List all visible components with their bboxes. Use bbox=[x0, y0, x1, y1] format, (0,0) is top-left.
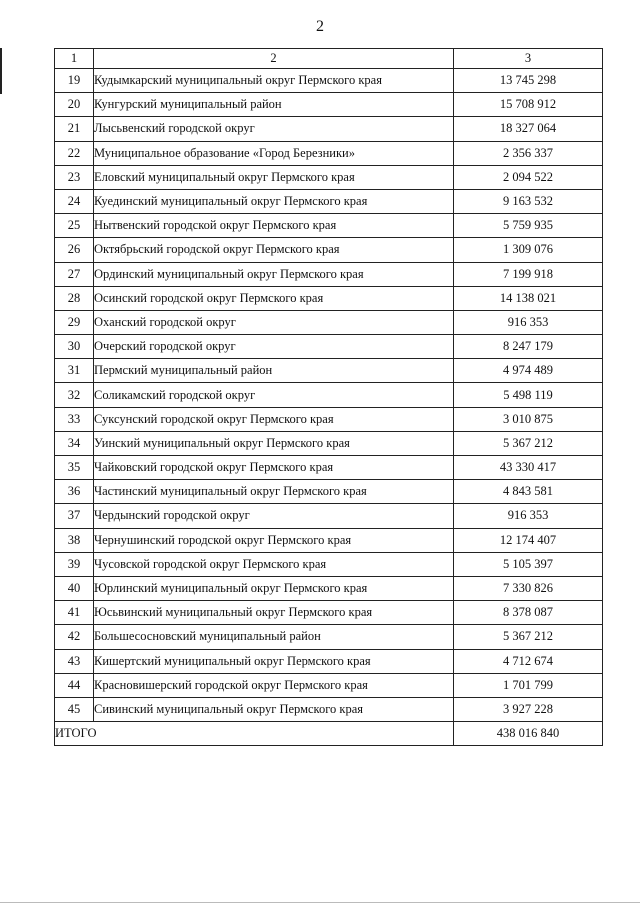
table-row bbox=[55, 310, 603, 334]
allocation-amount: 8 247 179 bbox=[454, 335, 603, 359]
municipality-name: Очерский городской округ bbox=[94, 335, 454, 359]
allocation-amount: 1 701 799 bbox=[454, 673, 603, 697]
municipality-name: Пермский муниципальный район bbox=[94, 359, 454, 383]
municipality-name: Сивинский муниципальный округ Пермского края bbox=[94, 697, 454, 721]
table-row bbox=[55, 117, 603, 141]
allocation-amount: 7 330 826 bbox=[454, 576, 603, 600]
table-row bbox=[55, 576, 603, 600]
allocation-amount: 13 745 298 bbox=[454, 69, 603, 93]
municipality-name: Нытвенский городской округ Пермского края bbox=[94, 214, 454, 238]
row-number: 36 bbox=[55, 480, 94, 504]
row-number: 25 bbox=[55, 214, 94, 238]
municipality-name: Кунгурский муниципальный район bbox=[94, 93, 454, 117]
allocation-amount: 5 367 212 bbox=[454, 625, 603, 649]
row-number: 31 bbox=[55, 359, 94, 383]
municipality-name: Юсьвинский муниципальный округ Пермского края bbox=[94, 601, 454, 625]
table-row bbox=[55, 286, 603, 310]
municipality-name: Юрлинский муниципальный округ Пермского края bbox=[94, 576, 454, 600]
row-number: 30 bbox=[55, 335, 94, 359]
table-row bbox=[55, 456, 603, 480]
municipality-name: Еловский муниципальный округ Пермского края bbox=[94, 165, 454, 189]
total-amount: 438 016 840 bbox=[454, 722, 603, 746]
table-row bbox=[55, 697, 603, 721]
row-number: 24 bbox=[55, 189, 94, 213]
row-number: 22 bbox=[55, 141, 94, 165]
municipality-name: Осинский городской округ Пермского края bbox=[94, 286, 454, 310]
municipality-name: Кудымкарский муниципальный округ Пермского края bbox=[94, 69, 454, 93]
municipality-name: Ординский муниципальный округ Пермского края bbox=[94, 262, 454, 286]
row-number: 42 bbox=[55, 625, 94, 649]
allocation-amount: 5 105 397 bbox=[454, 552, 603, 576]
allocation-amount: 4 843 581 bbox=[454, 480, 603, 504]
row-number: 40 bbox=[55, 576, 94, 600]
municipality-name: Чайковский городской округ Пермского края bbox=[94, 456, 454, 480]
allocation-amount: 3 010 875 bbox=[454, 407, 603, 431]
table-row bbox=[55, 141, 603, 165]
municipality-name: Муниципальное образование «Город Березники» bbox=[94, 141, 454, 165]
allocation-amount: 916 353 bbox=[454, 504, 603, 528]
municipality-name: Куединский муниципальный округ Пермского края bbox=[94, 189, 454, 213]
allocation-amount: 916 353 bbox=[454, 310, 603, 334]
allocation-amount: 8 378 087 bbox=[454, 601, 603, 625]
total-label: ИТОГО bbox=[55, 722, 454, 746]
table-row bbox=[55, 625, 603, 649]
table-row bbox=[55, 649, 603, 673]
table-row bbox=[55, 69, 603, 93]
row-number: 29 bbox=[55, 310, 94, 334]
column-header-amount: 3 bbox=[454, 49, 603, 69]
row-number: 38 bbox=[55, 528, 94, 552]
table-row bbox=[55, 673, 603, 697]
municipality-name: Уинский муниципальный округ Пермского края bbox=[94, 431, 454, 455]
allocation-amount: 12 174 407 bbox=[454, 528, 603, 552]
row-number: 45 bbox=[55, 697, 94, 721]
row-number: 23 bbox=[55, 165, 94, 189]
table-row bbox=[55, 552, 603, 576]
municipality-name: Частинский муниципальный округ Пермского края bbox=[94, 480, 454, 504]
allocation-amount: 5 367 212 bbox=[454, 431, 603, 455]
allocation-table bbox=[54, 48, 603, 746]
allocation-amount: 4 974 489 bbox=[454, 359, 603, 383]
allocation-amount: 5 759 935 bbox=[454, 214, 603, 238]
municipality-name: Красновишерский городской округ Пермского края bbox=[94, 673, 454, 697]
allocation-amount: 3 927 228 bbox=[454, 697, 603, 721]
row-number: 43 bbox=[55, 649, 94, 673]
row-number: 33 bbox=[55, 407, 94, 431]
column-header-name: 2 bbox=[94, 49, 454, 69]
row-number: 32 bbox=[55, 383, 94, 407]
municipality-name: Кишертский муниципальный округ Пермского края bbox=[94, 649, 454, 673]
total-row bbox=[55, 722, 603, 746]
margin-mark bbox=[0, 48, 2, 94]
allocation-amount: 18 327 064 bbox=[454, 117, 603, 141]
table-row bbox=[55, 189, 603, 213]
row-number: 35 bbox=[55, 456, 94, 480]
column-header-number: 1 bbox=[55, 49, 94, 69]
table-row bbox=[55, 335, 603, 359]
municipality-name: Оханский городской округ bbox=[94, 310, 454, 334]
municipality-name: Суксунский городской округ Пермского края bbox=[94, 407, 454, 431]
table-row bbox=[55, 359, 603, 383]
municipality-name: Соликамский городской округ bbox=[94, 383, 454, 407]
allocation-amount: 43 330 417 bbox=[454, 456, 603, 480]
row-number: 39 bbox=[55, 552, 94, 576]
row-number: 28 bbox=[55, 286, 94, 310]
table-body bbox=[55, 49, 603, 746]
allocation-amount: 4 712 674 bbox=[454, 649, 603, 673]
municipality-name: Лысьвенский городской округ bbox=[94, 117, 454, 141]
allocation-amount: 9 163 532 bbox=[454, 189, 603, 213]
row-number: 44 bbox=[55, 673, 94, 697]
allocation-amount: 7 199 918 bbox=[454, 262, 603, 286]
table-header-row bbox=[55, 49, 603, 69]
allocation-amount: 2 356 337 bbox=[454, 141, 603, 165]
municipality-name: Чердынский городской округ bbox=[94, 504, 454, 528]
row-number: 27 bbox=[55, 262, 94, 286]
allocation-amount: 14 138 021 bbox=[454, 286, 603, 310]
row-number: 34 bbox=[55, 431, 94, 455]
municipality-name: Большесосновский муниципальный район bbox=[94, 625, 454, 649]
row-number: 21 bbox=[55, 117, 94, 141]
table-row bbox=[55, 601, 603, 625]
page-edge-line bbox=[0, 902, 640, 903]
table-row bbox=[55, 93, 603, 117]
table-row bbox=[55, 407, 603, 431]
table-row bbox=[55, 431, 603, 455]
table-row bbox=[55, 383, 603, 407]
row-number: 19 bbox=[55, 69, 94, 93]
table-row bbox=[55, 528, 603, 552]
municipality-name: Октябрьский городской округ Пермского края bbox=[94, 238, 454, 262]
allocation-amount: 5 498 119 bbox=[454, 383, 603, 407]
table-row bbox=[55, 214, 603, 238]
allocation-amount: 15 708 912 bbox=[454, 93, 603, 117]
row-number: 20 bbox=[55, 93, 94, 117]
table-row bbox=[55, 262, 603, 286]
row-number: 37 bbox=[55, 504, 94, 528]
row-number: 41 bbox=[55, 601, 94, 625]
table-row bbox=[55, 238, 603, 262]
row-number: 26 bbox=[55, 238, 94, 262]
municipality-name: Чусовской городской округ Пермского края bbox=[94, 552, 454, 576]
table-row bbox=[55, 504, 603, 528]
allocation-amount: 2 094 522 bbox=[454, 165, 603, 189]
allocation-amount: 1 309 076 bbox=[454, 238, 603, 262]
table-row bbox=[55, 480, 603, 504]
table-row bbox=[55, 165, 603, 189]
municipality-name: Чернушинский городской округ Пермского края bbox=[94, 528, 454, 552]
page-number: 2 bbox=[316, 18, 324, 35]
